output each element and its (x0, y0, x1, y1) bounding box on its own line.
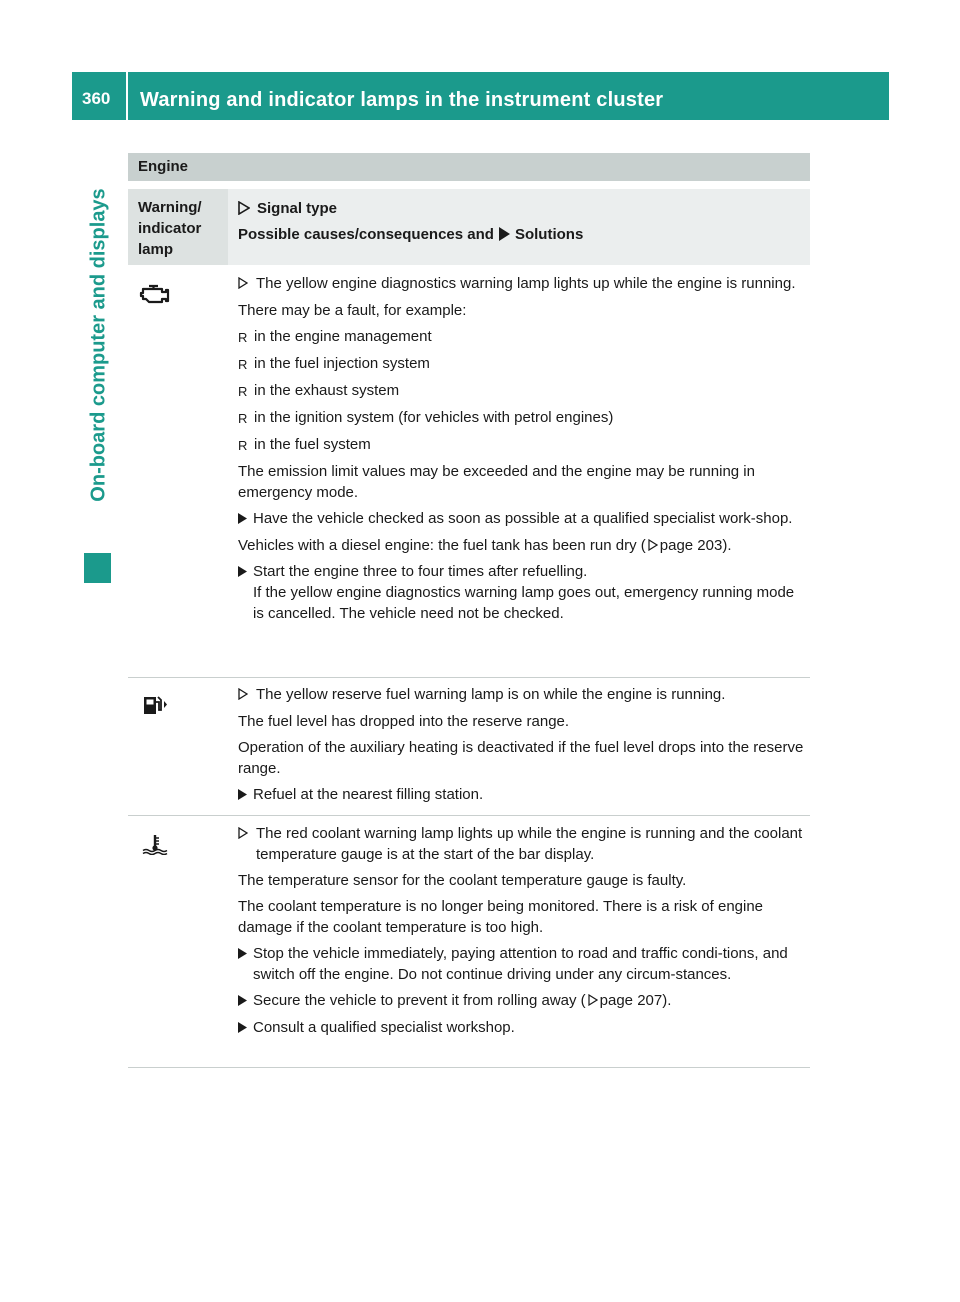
paragraph (238, 535, 806, 556)
action-arrow-icon (238, 561, 253, 624)
action-arrow-icon (238, 508, 253, 530)
signal-line (238, 684, 806, 706)
list-item-text: in the ignition system (for vehicles with petrol engines) (254, 409, 614, 426)
action-arrow-icon (238, 990, 253, 1012)
signal-line (238, 823, 806, 865)
fuel-pump-icon (138, 694, 172, 716)
action-step (238, 784, 806, 806)
coolant-temperature-icon (138, 833, 172, 855)
page-header (72, 72, 889, 120)
list-item-text: in the fuel system (254, 436, 371, 453)
action-step (238, 1017, 806, 1039)
row-divider (128, 677, 810, 678)
action-text-main: Start the engine three to four times after refuelling. (253, 563, 588, 580)
action-arrow-icon (238, 943, 253, 985)
paragraph-end: ). (722, 537, 732, 554)
page-reference-link[interactable]: page 203 (659, 537, 723, 554)
page-reference-icon (588, 991, 598, 1003)
action-text-main: Secure the vehicle to prevent it from rolling away ( (253, 992, 586, 1009)
page-title: Warning and indicator lamps in the instrument cluster (140, 89, 664, 111)
paragraph: The coolant temperature is no longer being monitored. There is a risk of engine damage if the coolant temperature is too high. (238, 898, 764, 936)
chapter-tab-label: On-board computer and displays (87, 188, 110, 502)
paragraph-text: Vehicles with a diesel engine: the fuel tank has been run dry ( (238, 537, 646, 554)
bullet-icon: R (238, 411, 248, 426)
signal-text: The yellow engine diagnostics warning lamp lights up while the engine is running. (256, 275, 796, 292)
list-item-text: in the engine management (254, 328, 432, 345)
section-title: Engine (138, 158, 189, 175)
action-text: Stop the vehicle immediately, paying attention to road and traffic condi-tions, and switch off the engine. Do not continue driving under any circum-stances. (253, 945, 788, 983)
signal-type-icon (238, 201, 250, 215)
signal-type-icon (238, 823, 256, 865)
list-item (238, 353, 806, 375)
action-text: Have the vehicle checked as soon as possible at a qualified specialist work-shop. (253, 510, 793, 527)
signal-text: The yellow reserve fuel warning lamp is on while the engine is running. (256, 686, 726, 703)
list-item-text: in the exhaust system (254, 382, 400, 399)
bullet-icon: R (238, 330, 248, 345)
list-item (238, 326, 806, 348)
action-arrow-icon (238, 1017, 253, 1039)
page-reference-link[interactable]: page 207 (599, 992, 663, 1009)
action-text-end: ). (662, 992, 672, 1009)
action-text (253, 990, 671, 1012)
chapter-tab (84, 145, 114, 545)
action-text: Refuel at the nearest filling station. (253, 786, 484, 803)
action-step (238, 990, 806, 1012)
causes-label: Possible causes/consequences and (238, 225, 494, 243)
action-step (238, 508, 806, 530)
page-number: 360 (82, 89, 111, 108)
signal-text: The red coolant warning lamp lights up while the engine is running and the coolant temperature gauge is at the start of the bar display. (256, 825, 803, 863)
solutions-arrow-icon (499, 227, 510, 241)
page-reference-icon (648, 536, 658, 548)
action-text: Consult a qualified specialist workshop. (253, 1019, 515, 1036)
signal-line (238, 273, 806, 295)
action-text (253, 561, 806, 624)
row-content (238, 684, 806, 806)
list-item (238, 380, 806, 402)
table-header (128, 189, 810, 265)
paragraph: The temperature sensor for the coolant temperature gauge is faulty. (238, 872, 687, 889)
signal-type-label: Signal type (257, 199, 338, 217)
action-step (238, 561, 806, 624)
column-header-lamp: Warning/ indicator lamp (128, 189, 228, 265)
bullet-icon: R (238, 384, 248, 399)
action-step (238, 943, 806, 985)
section-header (128, 153, 810, 181)
solutions-label: Solutions (514, 225, 584, 243)
chapter-tab-marker (84, 553, 111, 583)
action-text-continued: If the yellow engine diagnostics warning lamp goes out, emergency running mode is cancelled. The vehicle need not be checked. (253, 584, 795, 622)
list-item-text: in the fuel injection system (254, 355, 430, 372)
paragraph: The fuel level has dropped into the reserve range. (238, 713, 570, 730)
intro-text: There may be a fault, for example: (238, 302, 467, 319)
row-content (238, 823, 806, 1039)
column-header-description (238, 198, 583, 244)
paragraph: Operation of the auxiliary heating is deactivated if the fuel level drops into the reserve range. (238, 739, 804, 777)
header-divider (126, 72, 128, 120)
bullet-icon: R (238, 357, 248, 372)
list-item (238, 434, 806, 456)
bullet-icon: R (238, 438, 248, 453)
row-divider (128, 815, 810, 816)
signal-type-icon (238, 273, 256, 295)
signal-type-icon (238, 684, 256, 706)
row-divider (128, 1067, 810, 1068)
row-content (238, 273, 806, 624)
action-arrow-icon (238, 784, 253, 806)
engine-diagnostics-icon (138, 283, 172, 305)
list-item (238, 407, 806, 429)
paragraph: The emission limit values may be exceeded and the engine may be running in emergency mode. (238, 463, 755, 501)
